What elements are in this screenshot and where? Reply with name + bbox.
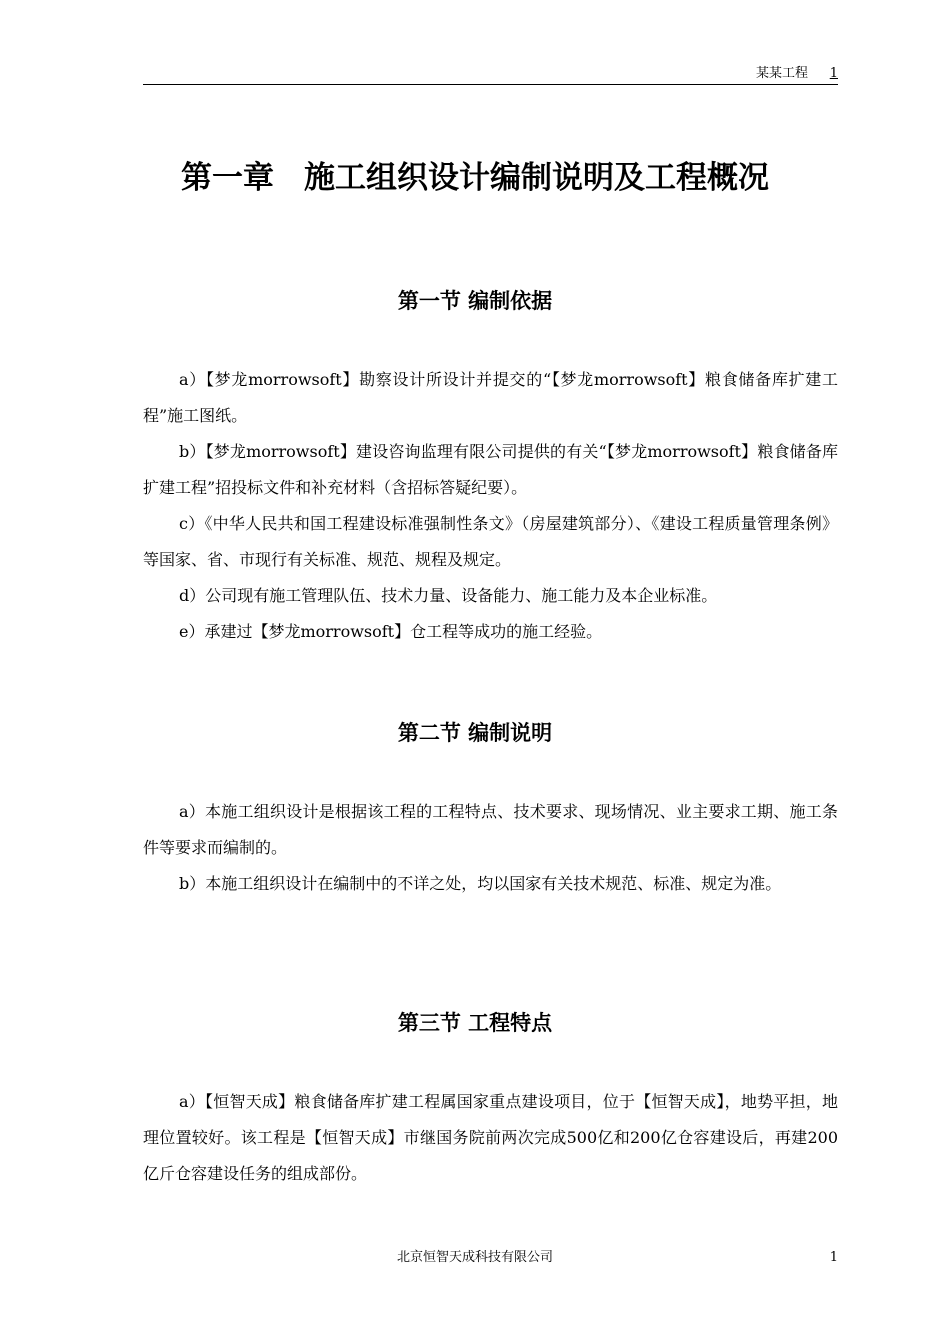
section-body bbox=[143, 362, 838, 650]
paragraph: a）【恒智天成】粮食储备库扩建工程属国家重点建设项目，位于【恒智天成】，地势平担，地理位置较好。该工程是【恒智天成】市继国务院前两次完成500亿和200亿仓容建设后，再建200亿斤仓容建设任务的组成部份。 bbox=[143, 1092, 838, 1183]
section-body bbox=[143, 794, 838, 902]
section-body bbox=[143, 1084, 838, 1192]
header-page-number: 1 bbox=[829, 66, 838, 81]
paragraph: e）承建过【梦龙morrowsoft】仓工程等成功的施工经验。 bbox=[179, 622, 603, 641]
paragraph: a）【梦龙morrowsoft】勘察设计所设计并提交的“【梦龙morrowsoft】粮食储备库扩建工程”施工图纸。 bbox=[143, 370, 838, 425]
paragraph: c）《中华人民共和国工程建设标准强制性条文》（房屋建筑部分）、《建设工程质量管理条例》等国家、省、市现行有关标准、规范、规程及规定。 bbox=[143, 514, 838, 569]
section-heading: 第二节 编制说明 bbox=[397, 721, 553, 745]
paragraph: b）【梦龙morrowsoft】建设咨询监理有限公司提供的有关“【梦龙morrowsoft】粮食储备库扩建工程”招投标文件和补充材料（含招标答疑纪要）。 bbox=[143, 442, 838, 497]
header-title: 某某工程 bbox=[755, 66, 808, 81]
chapter-title: 施工组织设计编制说明及工程概况 bbox=[304, 160, 769, 196]
page-header bbox=[143, 66, 838, 85]
paragraph: a）本施工组织设计是根据该工程的工程特点、技术要求、现场情况、业主要求工期、施工条件等要求而编制的。 bbox=[143, 802, 838, 857]
section-heading: 第一节 编制依据 bbox=[397, 289, 553, 313]
section-heading: 第三节 工程特点 bbox=[397, 1011, 553, 1035]
chapter-number: 第一章 bbox=[181, 160, 274, 196]
footer-company: 北京恒智天成科技有限公司 bbox=[396, 1250, 553, 1265]
footer-page-number: 1 bbox=[829, 1250, 838, 1265]
paragraph: b）本施工组织设计在编制中的不详之处，均以国家有关技术规范、标准、规定为准。 bbox=[179, 874, 782, 893]
paragraph: d）公司现有施工管理队伍、技术力量、设备能力、施工能力及本企业标准。 bbox=[179, 586, 718, 605]
chapter-heading bbox=[0, 152, 950, 204]
